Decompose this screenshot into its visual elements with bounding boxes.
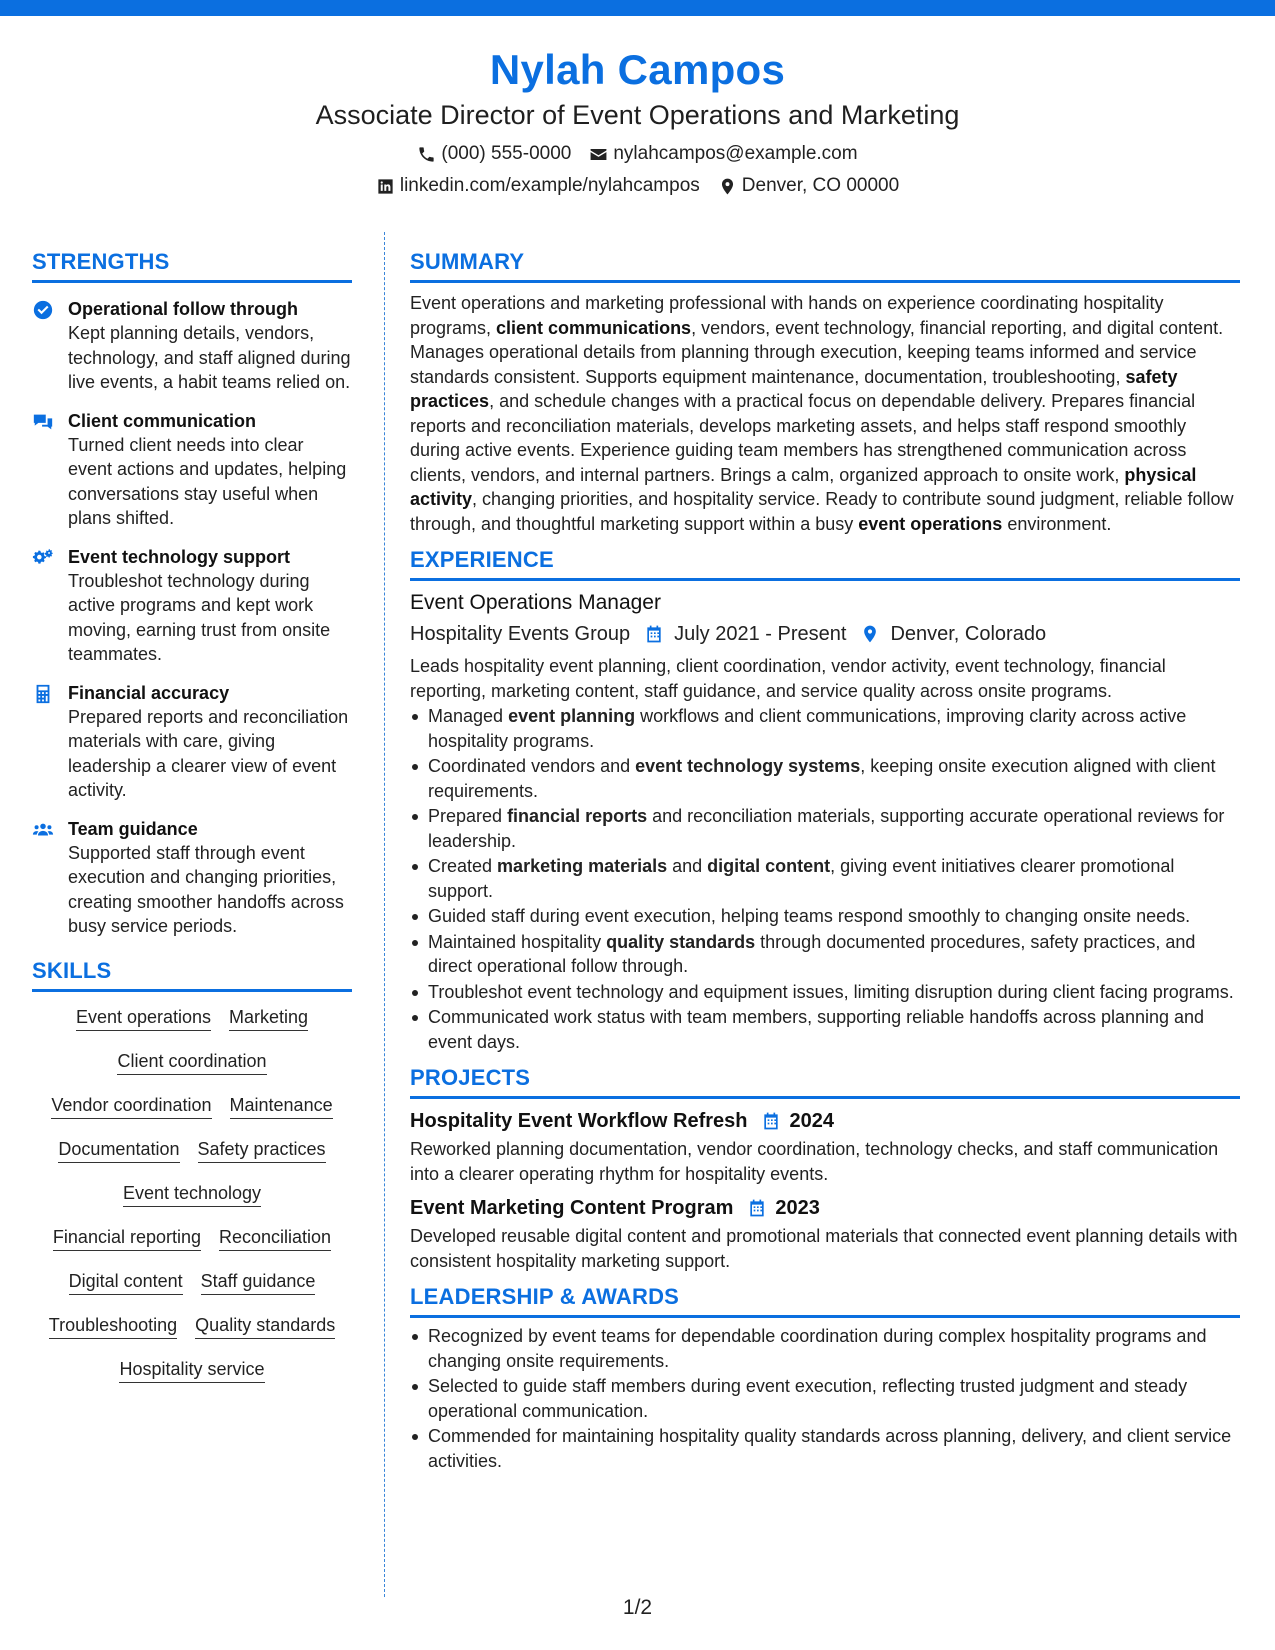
strengths-heading: STRENGTHS <box>32 249 170 274</box>
text-segment: Coordinated vendors and <box>428 756 636 776</box>
text-segment: Created <box>428 856 498 876</box>
strength-desc: Kept planning details, vendors, technology, and staff aligned during live events, a habit teams relied on. <box>68 323 351 392</box>
text-segment: , giving event initiatives clearer promotional support. <box>428 856 1175 901</box>
job-bullet <box>410 1005 1240 1054</box>
strength-title: Event technology support <box>68 546 291 567</box>
location-text: Denver, CO 00000 <box>741 175 900 196</box>
candidate-name: Nylah Campos <box>489 46 786 93</box>
skill-tag: Event operations <box>76 1006 211 1031</box>
skill-row <box>69 1270 316 1295</box>
skill-row <box>58 1138 325 1163</box>
text-segment: Prepared <box>428 806 508 826</box>
calendar-icon <box>761 1111 781 1131</box>
bold-keyword: digital content <box>707 856 831 876</box>
bold-keyword: safety practices <box>410 366 1178 411</box>
calendar-icon <box>747 1198 767 1218</box>
job-dates: July 2021 - Present <box>674 623 847 645</box>
skill-tag: Safety practices <box>198 1138 326 1163</box>
job-bullet <box>410 930 1240 979</box>
phone-icon <box>417 145 436 164</box>
text-segment: Managed <box>428 706 509 726</box>
contact-row-1 <box>0 142 1275 166</box>
leadership-item: Recognized by event teams for dependable coordination during complex hospitality programs and changing onsite requirements. <box>410 1324 1240 1373</box>
project-title: Hospitality Event Workflow Refresh <box>410 1110 748 1132</box>
text-segment: Maintained hospitality <box>428 931 607 952</box>
section-rule <box>410 280 1240 283</box>
email-contact[interactable] <box>589 142 857 166</box>
text-segment: Troubleshot event technology and equipment issues, limiting disruption during client facing programs. <box>428 981 1234 1002</box>
section-rule <box>410 1315 1240 1318</box>
skill-row <box>123 1182 261 1207</box>
column-divider <box>384 232 385 1597</box>
bold-keyword: physical activity <box>410 464 1197 509</box>
summary-text <box>410 291 1240 536</box>
resume-header <box>0 42 1275 198</box>
leadership-bullets <box>410 1324 1240 1473</box>
job-location: Denver, Colorado <box>890 623 1047 645</box>
text-segment: environment. <box>1002 513 1112 534</box>
phone-text: (000) 555-0000 <box>441 143 572 164</box>
envelope-icon <box>589 145 608 164</box>
bold-keyword: event planning <box>508 706 636 726</box>
skill-row <box>117 1050 266 1075</box>
left-column <box>32 248 352 1383</box>
strength-desc: Turned client needs into clear event actions and updates, helping conversations stay useful when plans shifted. <box>68 434 347 528</box>
strength-item <box>32 297 352 395</box>
bold-keyword: financial reports <box>507 806 648 826</box>
skill-row <box>49 1314 336 1339</box>
job-bullet <box>410 854 1240 903</box>
text-segment: and reconciliation materials, supporting accurate operational reviews for leadership. <box>428 806 1225 851</box>
job-bullet <box>410 980 1240 1005</box>
job-bullet <box>410 704 1240 753</box>
experience-heading: EXPERIENCE <box>410 547 554 572</box>
bold-keyword: marketing materials <box>497 856 668 876</box>
bold-keyword: event operations <box>858 513 1003 534</box>
phone-contact <box>417 142 571 166</box>
text-segment: Guided staff during event execution, helping teams respond smoothly to changing onsite needs. <box>428 906 1191 926</box>
calendar-icon <box>644 624 664 644</box>
job-bullet <box>410 904 1240 929</box>
location-contact <box>718 174 899 198</box>
skill-row <box>119 1358 264 1383</box>
skill-tag: Marketing <box>229 1006 308 1031</box>
bold-keyword: quality standards <box>606 931 756 952</box>
section-rule <box>32 989 352 992</box>
linkedin-text[interactable]: linkedin.com/example/nylahcampos <box>399 175 700 196</box>
skill-tag: Vendor coordination <box>51 1094 211 1119</box>
job-company: Hospitality Events Group <box>410 623 631 645</box>
bold-keyword: client communications <box>496 317 692 338</box>
skill-tag: Client coordination <box>117 1050 266 1075</box>
text-segment: workflows and client communications, improving clarity across active hospitality programs. <box>428 706 1187 751</box>
skill-tag: Hospitality service <box>119 1358 264 1383</box>
projects-heading: PROJECTS <box>410 1065 531 1090</box>
project-desc: Developed reusable digital content and promotional materials that connected event planning details with consistent hospitality marketing support. <box>410 1226 1238 1271</box>
text-segment: , changing priorities, and hospitality service. Ready to contribute sound judgment, reliable follow through, and thoughtful marketing support within a busy <box>410 489 1234 534</box>
gears-icon <box>32 547 54 569</box>
skill-tag: Troubleshooting <box>49 1314 177 1339</box>
top-accent-bar <box>0 0 1275 16</box>
leadership-heading: LEADERSHIP & AWARDS <box>410 1284 680 1309</box>
project-title: Event Marketing Content Program <box>410 1197 734 1219</box>
summary-heading: SUMMARY <box>410 249 525 274</box>
calculator-icon <box>32 683 54 705</box>
job-title: Event Operations Manager <box>410 591 661 614</box>
text-segment: , and schedule changes with a practical focus on dependable delivery. Prepares financial reports and reconciliation materials, develops marketing assets, and helps staff respond smoothly during active events. Experience guiding team members has strengthened communication across clients, vendors, and internal partners. Brings a calm, organized approach to onsite work, <box>410 391 1196 485</box>
text-segment: Communicated work status with team members, supporting reliable handoffs across planning and event days. <box>428 1007 1205 1052</box>
skill-tag: Reconciliation <box>219 1226 331 1251</box>
skill-tag: Event technology <box>123 1182 261 1207</box>
page-number: 1/2 <box>622 1596 653 1619</box>
leadership-item: Commended for maintaining hospitality quality standards across planning, delivery, and client service activities. <box>410 1424 1240 1473</box>
strength-desc: Troubleshot technology during active programs and kept work moving, earning trust from onsite teammates. <box>68 570 331 664</box>
skill-tag: Staff guidance <box>201 1270 316 1295</box>
candidate-title: Associate Director of Event Operations and Marketing <box>315 100 960 130</box>
text-segment: , vendors, event technology, financial reporting, and digital content. Manages operational details from planning through execution, keeping teams informed and service standards consistent. Supports equipment maintenance, documentation, troubleshooting, <box>410 317 1224 387</box>
contact-row-2 <box>0 174 1275 198</box>
check-circle-icon <box>32 299 54 321</box>
text-segment: Event operations and marketing professional with hands on experience coordinating hospitality programs, <box>410 293 1164 338</box>
skill-tag: Documentation <box>58 1138 179 1163</box>
strength-desc: Prepared reports and reconciliation materials with care, giving leadership a clearer view of event activity. <box>68 706 349 800</box>
strength-title: Financial accuracy <box>68 682 230 703</box>
section-rule <box>32 280 352 283</box>
map-pin-icon <box>860 624 880 644</box>
strength-item <box>32 409 352 531</box>
linkedin-contact[interactable] <box>376 174 700 198</box>
bold-keyword: event technology systems <box>635 756 861 776</box>
strength-item <box>32 545 352 667</box>
skill-row <box>51 1094 332 1119</box>
chat-bubbles-icon <box>32 411 54 433</box>
job-description: Leads hospitality event planning, client coordination, vendor activity, event technology, financial reporting, marketing content, staff guidance, and service quality across onsite programs. <box>410 656 1166 701</box>
map-pin-icon <box>718 177 737 196</box>
strength-item <box>32 817 352 939</box>
job-bullet <box>410 804 1240 853</box>
team-icon <box>32 819 54 841</box>
skill-tag: Digital content <box>69 1270 183 1295</box>
project-year: 2024 <box>789 1110 834 1132</box>
project-item <box>410 1107 1240 1186</box>
email-text[interactable]: nylahcampos@example.com <box>613 143 858 164</box>
text-segment: , keeping onsite execution aligned with client requirements. <box>428 756 1216 801</box>
skill-tag: Maintenance <box>230 1094 333 1119</box>
project-item <box>410 1194 1240 1273</box>
skills-list <box>32 1006 352 1383</box>
strength-item <box>32 681 352 803</box>
strength-title: Team guidance <box>68 818 198 839</box>
skill-row <box>53 1226 331 1251</box>
project-desc: Reworked planning documentation, vendor coordination, technology checks, and staff communication into a clearer operating rhythm for hospitality events. <box>410 1139 1219 1184</box>
leadership-item: Selected to guide staff members during event execution, reflecting trusted judgment and steady operational communication. <box>410 1374 1240 1423</box>
skill-tag: Quality standards <box>195 1314 335 1339</box>
strength-desc: Supported staff through event execution and changing priorities, creating smoother handoffs across busy service periods. <box>68 842 344 936</box>
job-meta <box>410 620 1240 648</box>
skill-tag: Financial reporting <box>53 1226 201 1251</box>
job-bullet <box>410 754 1240 803</box>
linkedin-icon <box>376 177 395 196</box>
strength-title: Client communication <box>68 410 257 431</box>
strength-title: Operational follow through <box>68 299 298 319</box>
section-rule <box>410 1096 1240 1099</box>
job-bullets <box>410 704 1240 1054</box>
project-year: 2023 <box>775 1197 820 1219</box>
skill-row <box>76 1006 308 1031</box>
skills-heading: SKILLS <box>32 957 112 983</box>
section-rule <box>410 578 1240 581</box>
right-column <box>410 248 1240 1473</box>
text-segment: and <box>667 856 708 876</box>
text-segment: through documented procedures, safety practices, and direct operational follow through. <box>428 931 1196 976</box>
